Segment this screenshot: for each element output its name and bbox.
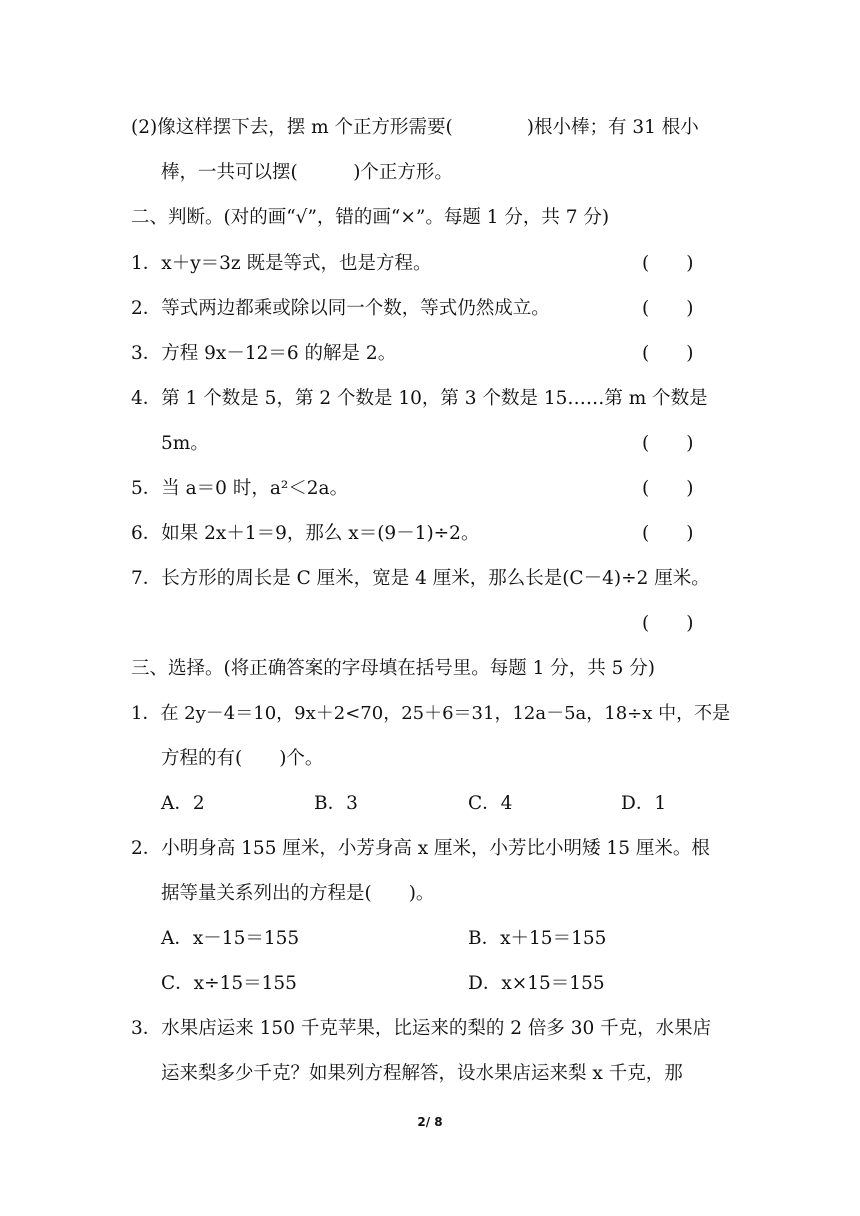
choice-q2-option-a: A．x－15＝155 [161,928,300,949]
s1-item2-line1: (2)像这样摆下去，摆 m 个正方形需要( )根小棒；有 31 根小 [131,117,699,138]
choice-q2-line1: 2．小明身高 155 厘米，小芳身高 x 厘米，小芳比小明矮 15 厘米。根 [131,838,710,859]
judge-item-5: 5．当 a＝0 时，a²＜2a。 [131,478,349,499]
choice-q1-option-b: B．3 [314,793,358,814]
section2-heading: 二、判断。(对的画“√”，错的画“×”。每题 1 分，共 7 分) [131,207,610,228]
judge-answer-blank-3[interactable]: ( ) [642,343,694,364]
choice-q1-line2: 方程的有( )个。 [161,748,324,769]
choice-q2-line2: 据等量关系列出的方程是( )。 [161,883,435,904]
choice-q1-line1: 1．在 2y－4＝10，9x＋2<70，25＋6＝31，12a－5a，18÷x 中，不是 [131,703,731,724]
judge-item-1: 1．x＋y＝3z 既是等式，也是方程。 [131,253,432,274]
judge-answer-blank-7[interactable]: ( ) [642,613,694,634]
judge-item-7: 7．长方形的周长是 C 厘米，宽是 4 厘米，那么长是(C－4)÷2 厘米。 [131,568,710,589]
choice-q2-option-c: C．x÷15＝155 [161,973,297,994]
judge-item-2: 2．等式两边都乘或除以同一个数，等式仍然成立。 [131,298,550,319]
judge-item-4-line2: 5m。 [161,433,209,454]
section3-heading: 三、选择。(将正确答案的字母填在括号里。每题 1 分，共 5 分) [131,658,656,679]
choice-q3-line2: 运来梨多少千克？如果列方程解答，设水果店运来梨 x 千克，那 [161,1063,683,1084]
choice-q3-line1: 3．水果店运来 150 千克苹果，比运来的梨的 2 倍多 30 千克，水果店 [131,1018,712,1039]
choice-q1-option-c: C．4 [468,793,513,814]
choice-q2-option-d: D．x×15＝155 [468,973,605,994]
judge-answer-blank-2[interactable]: ( ) [642,298,694,319]
judge-item-4-line1: 4．第 1 个数是 5，第 2 个数是 10，第 3 个数是 15……第 m 个数是 [131,388,708,409]
judge-answer-blank-5[interactable]: ( ) [642,478,694,499]
choice-q2-option-b: B．x＋15＝155 [468,928,607,949]
judge-item-3: 3．方程 9x－12＝6 的解是 2。 [131,343,397,364]
judge-answer-blank-1[interactable]: ( ) [642,253,694,274]
judge-item-6: 6．如果 2x＋1＝9，那么 x＝(9－1)÷2。 [131,523,480,544]
s1-item2-line2: 棒，一共可以摆( )个正方形。 [161,162,453,183]
judge-answer-blank-4[interactable]: ( ) [642,433,694,454]
choice-q1-option-a: A．2 [161,793,205,814]
judge-answer-blank-6[interactable]: ( ) [642,523,694,544]
page-number: 2/ 8 [417,1115,443,1129]
choice-q1-option-d: D．1 [621,793,667,814]
